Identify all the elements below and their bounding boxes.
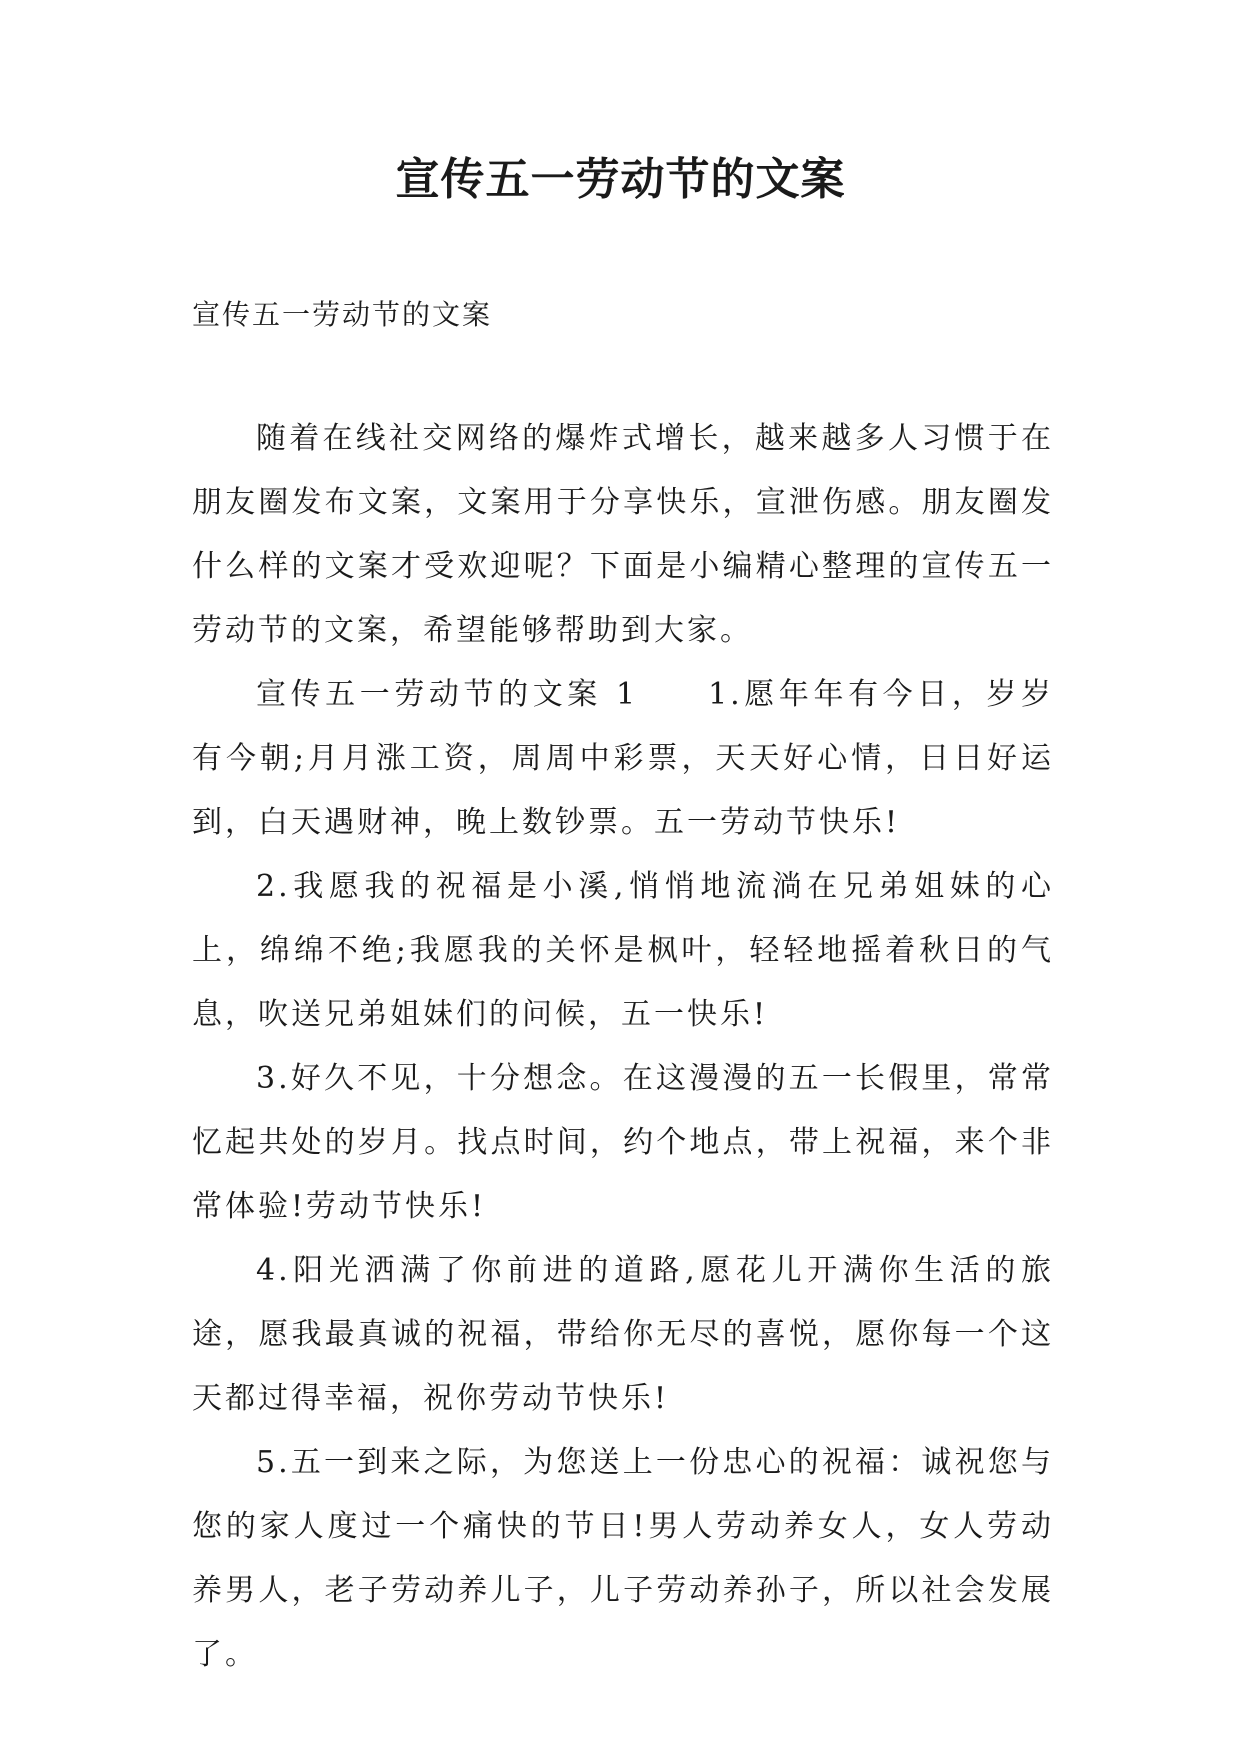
list-item: 1.愿年年有今日，岁岁有今朝;月月涨工资，周周中彩票，天天好心情，日日好运到，白天遇财神，晚上数钞票。五一劳动节快乐! [192,677,1055,840]
section-heading: 宣传五一劳动节的文案 1 [256,677,639,712]
list-item: 5.五一到来之际，为您送上一份忠心的祝福：诚祝您与您的家人度过一个痛快的节日!男人劳动养女人，女人劳动养男人，老子劳动养儿子，儿子劳动养孙子，所以社会发展了。 [192,1445,1054,1672]
document-title: 宣传五一劳动节的文案 [395,154,846,205]
intro-paragraph: 随着在线社交网络的爆炸式增长，越来越多人习惯于在朋友圈发布文案，文案用于分享快乐，宣泄伤感。朋友圈发什么样的文案才受欢迎呢？下面是小编精心整理的宣传五一劳动节的文案，希望能够帮助到大家。 [192,421,1054,648]
document-body [192,407,1054,1687]
list-item: 3.好久不见，十分想念。在这漫漫的五一长假里，常常忆起共处的岁月。找点时间，约个地点，带上祝福，来个非常体验!劳动节快乐! [192,1061,1054,1224]
document-subtitle: 宣传五一劳动节的文案 [192,298,493,331]
list-item: 2.我愿我的祝福是小溪,悄悄地流淌在兄弟姐妹的心上，绵绵不绝;我愿我的关怀是枫叶，轻轻地摇着秋日的气息，吹送兄弟姐妹们的问候，五一快乐! [192,869,1054,1032]
list-item: 4.阳光洒满了你前进的道路,愿花儿开满你生活的旅途，愿我最真诚的祝福，带给你无尽的喜悦，愿你每一个这天都过得幸福，祝你劳动节快乐! [192,1253,1054,1416]
section-paragraph-1 [192,663,1054,855]
